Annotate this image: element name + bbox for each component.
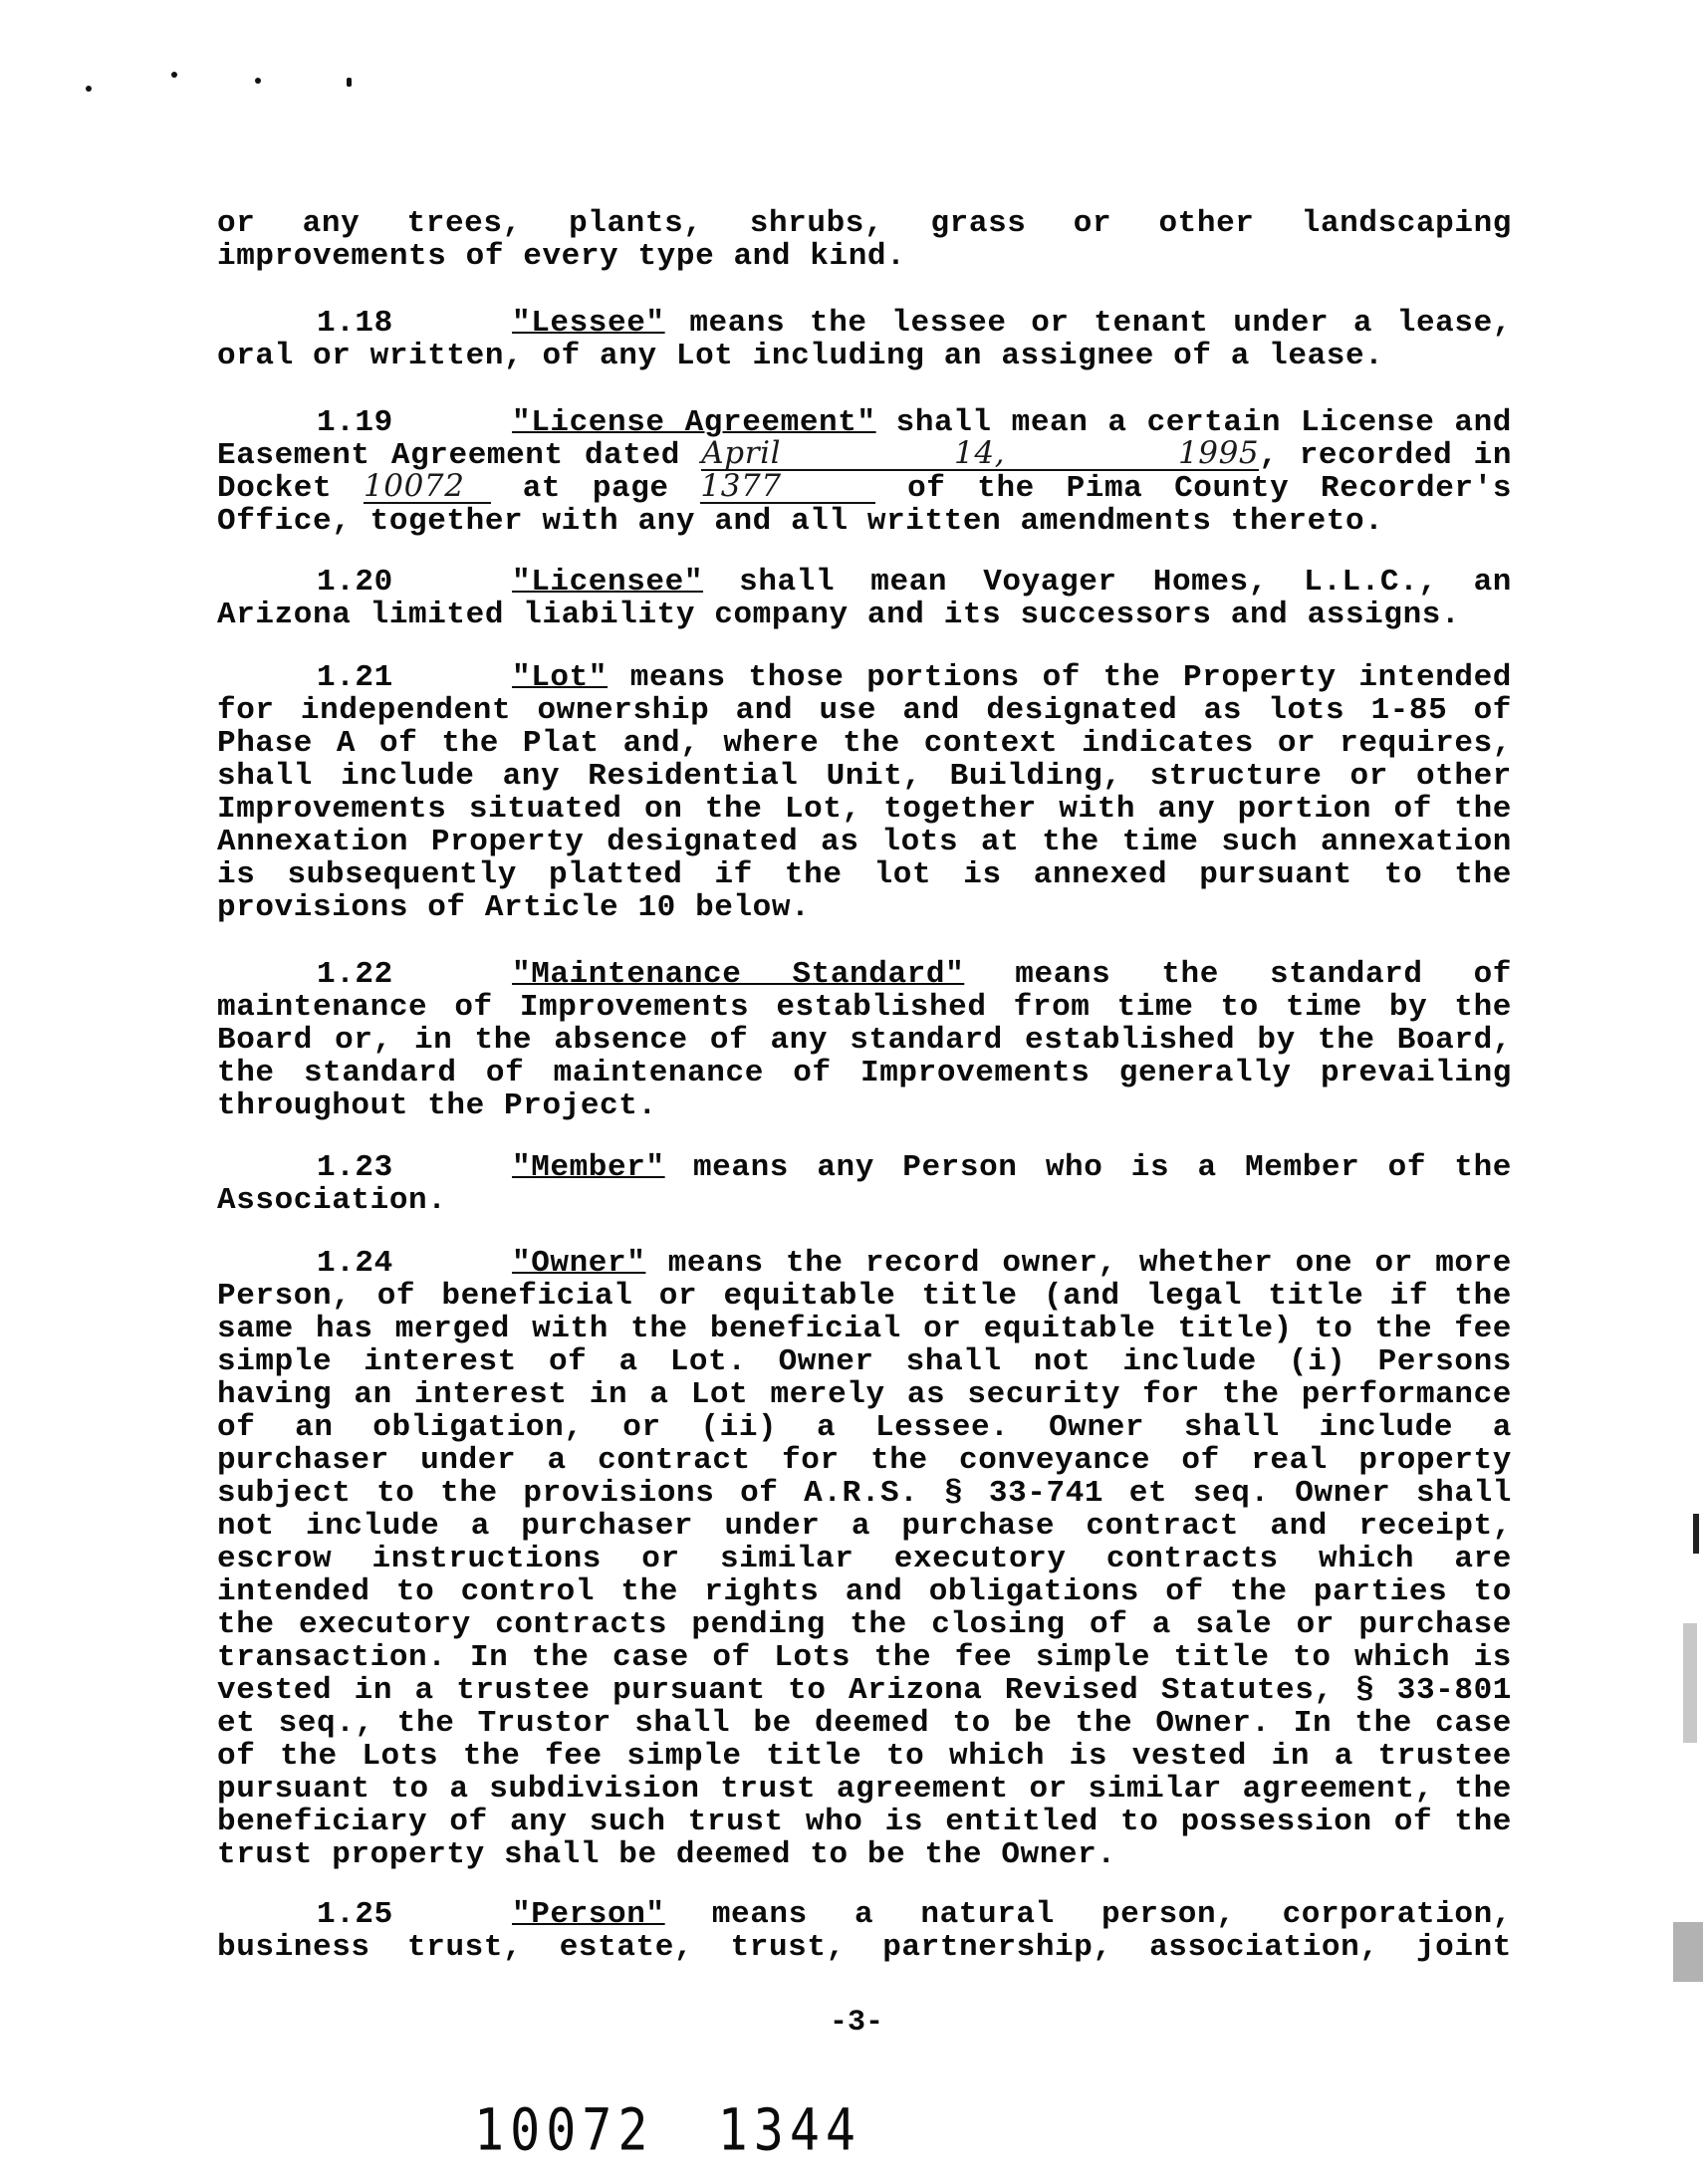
scan-speck (347, 78, 352, 87)
text-line: is subsequently platted if the lot is annexed pursuant to the (217, 857, 1512, 892)
section-number: 1.23 (317, 1150, 393, 1185)
scan-speck (86, 86, 92, 92)
section-number: 1.19 (317, 405, 393, 440)
definition-text: means any Person who is a Member of the (692, 1150, 1512, 1185)
scan-edge-mark (1683, 1623, 1697, 1743)
section-number: 1.25 (317, 1897, 393, 1932)
section-number: 1.24 (317, 1246, 393, 1281)
text-line: throughout the Project. (217, 1088, 657, 1123)
defined-term: "Maintenance Standard" (512, 957, 965, 992)
text-line: Phase A of the Plat and, where the context indicates or requires, (217, 726, 1512, 761)
text-line: business trust, estate, trust, partnership, association, joint (217, 1930, 1512, 1965)
text-line: maintenance of Improvements established from time to time by the (217, 990, 1512, 1025)
definition-first-line (217, 566, 1512, 599)
paragraph-1-19 (217, 406, 1512, 538)
text-line: simple interest of a Lot. Owner shall not include (i) Persons (217, 1344, 1512, 1379)
definition-text: shall mean a certain License and (895, 405, 1513, 440)
scan-speck (255, 78, 261, 84)
section-number: 1.22 (317, 957, 393, 992)
text-line: purchaser under a contract for the conveyance of real property (217, 1443, 1512, 1478)
definition-text: means those portions of the Property intended (629, 660, 1513, 695)
text-line: Board or, in the absence of any standard established by the Board, (217, 1023, 1512, 1058)
definition-first-line (217, 661, 1512, 694)
handwritten-docket-field: 10072 (364, 472, 491, 504)
paragraph-1-23 (217, 1151, 1512, 1217)
text-line: Office, together with any and all written amendments thereto. (217, 504, 1384, 539)
handwritten-page-field: 1377 (700, 472, 875, 504)
text-line: same has merged with the beneficial or equitable title) to the fee (217, 1312, 1512, 1346)
definition-text: means the record owner, whether one or more (667, 1246, 1513, 1281)
scan-edge-mark (1673, 1922, 1703, 1982)
text-line: escrow instructions or similar executory contracts which are (217, 1542, 1512, 1576)
text-line: Association. (217, 1183, 447, 1218)
line-suffix: , recorded in (1259, 438, 1513, 473)
section-number: 1.18 (317, 306, 393, 341)
definition-text: means the standard of (1015, 957, 1512, 992)
line-mid: at page (522, 471, 669, 506)
text-line: having an interest in a Lot merely as security for the performance (217, 1377, 1512, 1412)
defined-term: "Owner" (512, 1246, 646, 1281)
definition-first-line (217, 1898, 1512, 1931)
text-line: the executory contracts pending the closing of a sale or purchase (217, 1607, 1512, 1642)
scan-speck (171, 72, 177, 78)
text-line: intended to control the rights and obligations of the parties to (217, 1574, 1512, 1609)
definition-first-line (217, 1247, 1512, 1280)
text-line: Person, of beneficial or equitable title (and legal title if the (217, 1279, 1512, 1314)
text-line: provisions of Article 10 below. (217, 890, 811, 925)
text-line: not include a purchaser under a purchase contract and receipt, (217, 1509, 1512, 1544)
scan-edge-mark (1693, 1514, 1699, 1554)
text-line: subject to the provisions of A.R.S. § 33-741 et seq. Owner shall (217, 1476, 1512, 1511)
definition-text: shall mean Voyager Homes, L.L.C., an (739, 565, 1513, 600)
definition-text: means the lessee or tenant under a lease, (689, 306, 1512, 341)
paragraph-continuation (217, 207, 1512, 273)
text-line: et seq., the Trustor shall be deemed to be the Owner. In the case (217, 1706, 1512, 1741)
handwritten-date-field: April 14, 1995 (701, 435, 1260, 471)
paragraph-1-18 (217, 307, 1512, 372)
section-number: 1.21 (317, 660, 393, 695)
line-prefix: Docket (217, 471, 333, 506)
text-line (217, 468, 1513, 506)
line-prefix: Easement Agreement dated (217, 438, 680, 473)
text-line: oral or written, of any Lot including an assignee of a lease. (217, 339, 1384, 373)
defined-term: "License Agreement" (512, 405, 876, 440)
definition-text: means a natural person, corporation, (711, 1897, 1513, 1932)
text-line: the standard of maintenance of Improvements generally prevailing (217, 1056, 1512, 1090)
text-line: vested in a trustee pursuant to Arizona Revised Statutes, § 33-801 (217, 1673, 1512, 1708)
text-line: Arizona limited liability company and its successors and assigns. (217, 598, 1461, 632)
definition-first-line (217, 1151, 1512, 1184)
defined-term: "Person" (512, 1897, 665, 1932)
paragraph-1-24 (217, 1247, 1512, 1871)
recording-stamp: 10072 1344 (474, 2096, 862, 2164)
page-number: -3- (829, 2006, 883, 2040)
text-line: improvements of every type and kind. (217, 239, 906, 274)
defined-term: "Licensee" (512, 565, 704, 600)
text-line: shall include any Residential Unit, Building, structure or other (217, 759, 1512, 794)
paragraph-1-20 (217, 566, 1512, 631)
text-line: or any trees, plants, shrubs, grass or other landscaping (217, 206, 1512, 241)
text-line: for independent ownership and use and designated as lots 1-85 of (217, 693, 1512, 728)
text-line: pursuant to a subdivision trust agreement or similar agreement, the (217, 1772, 1512, 1807)
text-line: beneficiary of any such trust who is entitled to possession of the (217, 1805, 1512, 1839)
text-line: of the Lots the fee simple title to which is vested in a trustee (217, 1739, 1512, 1774)
section-number: 1.20 (317, 565, 393, 600)
definition-first-line (217, 958, 1512, 991)
line-suffix: of the Pima County Recorder's (907, 471, 1513, 506)
text-line: Annexation Property designated as lots at the time such annexation (217, 825, 1512, 859)
paragraph-1-22 (217, 958, 1512, 1122)
text-line: Improvements situated on the Lot, together with any portion of the (217, 792, 1512, 827)
paragraph-1-25 (217, 1898, 1512, 1964)
text-line: transaction. In the case of Lots the fee simple title to which is (217, 1640, 1512, 1675)
defined-term: "Lot" (512, 660, 609, 695)
text-line: trust property shall be deemed to be the Owner. (217, 1837, 1116, 1872)
definition-first-line (217, 307, 1512, 340)
defined-term: "Lessee" (512, 306, 665, 341)
text-line: of an obligation, or (ii) a Lessee. Owner shall include a (217, 1410, 1512, 1445)
defined-term: "Member" (512, 1150, 665, 1185)
paragraph-1-21 (217, 661, 1512, 924)
